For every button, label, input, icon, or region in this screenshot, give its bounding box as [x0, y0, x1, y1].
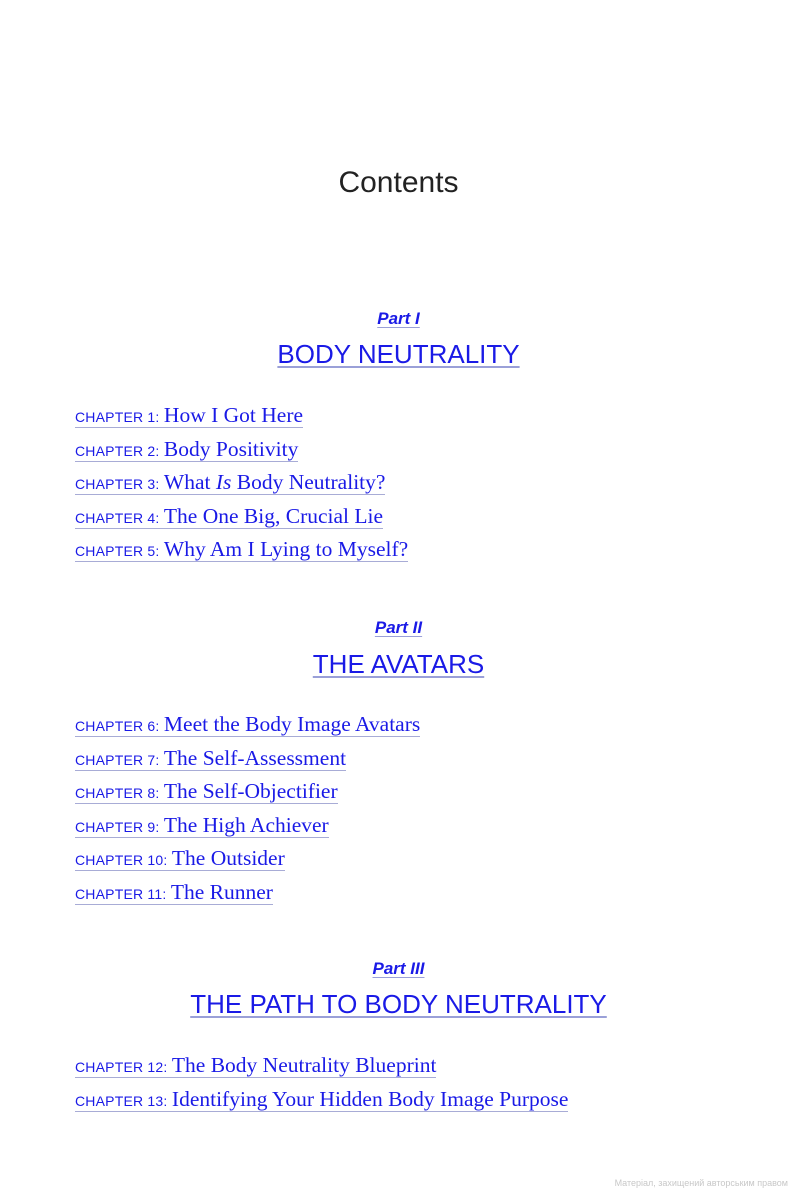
- chapter-link[interactable]: [75, 470, 386, 495]
- chapter-link[interactable]: [75, 537, 409, 562]
- chapter-link[interactable]: [75, 1086, 569, 1112]
- chapter-number: CHAPTER 6:: [75, 718, 160, 734]
- chapter-link[interactable]: [75, 436, 299, 462]
- page-title: Contents: [338, 166, 459, 199]
- chapter-title: [164, 537, 408, 561]
- chapter-item[interactable]: [75, 1084, 775, 1118]
- chapter-title: [164, 470, 386, 494]
- chapter-link[interactable]: [75, 1053, 437, 1078]
- chapter-item[interactable]: [75, 501, 775, 535]
- chapter-number: CHAPTER 7:: [75, 751, 160, 768]
- part-1-label-link[interactable]: Part I: [377, 309, 420, 328]
- chapter-item[interactable]: [75, 776, 775, 810]
- chapter-title-text: Meet the Body Image Avatars: [163, 712, 421, 736]
- chapter-title: [164, 813, 329, 837]
- chapter-link[interactable]: [75, 712, 421, 737]
- chapter-number: CHAPTER 10:: [75, 852, 168, 869]
- chapter-item[interactable]: [75, 877, 775, 911]
- part-3-title-link[interactable]: THE PATH TO BODY NEUTRALITY: [190, 989, 607, 1019]
- copyright-watermark: Матеріал, захищений авторським правом: [614, 1178, 788, 1188]
- part-3-label-link[interactable]: Part III: [372, 959, 425, 978]
- chapter-title: [164, 437, 298, 461]
- part-1-label: [0, 308, 797, 330]
- part-3-title: [0, 988, 797, 1020]
- chapter-title-text: Body Positivity: [163, 436, 299, 461]
- chapter-link[interactable]: [75, 503, 384, 529]
- chapter-title-emphasis: Is: [215, 470, 232, 495]
- chapter-title: [164, 712, 420, 736]
- chapter-title-text: The Outsider: [171, 846, 285, 871]
- chapter-title: [164, 504, 383, 528]
- chapter-title-text: The Self-Assessment: [163, 745, 347, 770]
- chapter-title-text-end: Body Neutrality?: [231, 470, 386, 495]
- chapter-title-text: The Self-Objectifier: [163, 779, 338, 804]
- chapter-item[interactable]: [75, 743, 775, 777]
- chapter-item[interactable]: [75, 843, 775, 877]
- part-1-title: [0, 338, 797, 370]
- chapter-title: [164, 403, 303, 427]
- chapter-title-text: How I Got Here: [163, 403, 304, 427]
- chapter-link[interactable]: [75, 812, 329, 838]
- chapter-title-text: The Runner: [170, 879, 273, 904]
- chapter-link[interactable]: [75, 879, 273, 905]
- chapter-number: CHAPTER 11:: [75, 885, 167, 902]
- part-1-title-link[interactable]: BODY NEUTRALITY: [277, 339, 520, 369]
- chapter-item[interactable]: [75, 434, 775, 468]
- chapter-item[interactable]: [75, 1050, 775, 1084]
- chapter-title: [172, 846, 285, 870]
- chapter-number: CHAPTER 4:: [75, 509, 160, 526]
- chapter-title-text: The Body Neutrality Blueprint: [171, 1053, 437, 1077]
- chapter-item[interactable]: [75, 810, 775, 844]
- chapter-number: CHAPTER 5:: [75, 543, 160, 560]
- part-2-title-link[interactable]: THE AVATARS: [312, 649, 485, 679]
- chapter-number: CHAPTER 3:: [75, 476, 160, 493]
- chapter-title: [172, 1087, 569, 1111]
- part-1-chapter-list: [75, 400, 775, 568]
- chapter-item[interactable]: [75, 400, 775, 434]
- part-2-label-link[interactable]: Part II: [374, 618, 423, 637]
- chapter-item[interactable]: [75, 709, 775, 743]
- part-2-chapter-list: [75, 709, 775, 911]
- chapter-item[interactable]: [75, 534, 775, 568]
- chapter-link[interactable]: [75, 745, 347, 771]
- chapter-item[interactable]: [75, 467, 775, 501]
- chapter-title: [164, 779, 338, 803]
- chapter-number: CHAPTER 2:: [75, 442, 160, 459]
- chapter-link[interactable]: [75, 779, 338, 804]
- chapter-title: [171, 880, 273, 904]
- chapter-link[interactable]: [75, 403, 304, 428]
- chapter-title-text: Why Am I Lying to Myself?: [163, 537, 409, 562]
- chapter-number: CHAPTER 13:: [75, 1092, 168, 1109]
- chapter-number: CHAPTER 9:: [75, 818, 160, 835]
- part-3-label: [0, 958, 797, 980]
- chapter-title-text: Identifying Your Hidden Body Image Purpose: [171, 1086, 569, 1111]
- part-2-label: [0, 617, 797, 639]
- chapter-number: CHAPTER 1:: [75, 409, 160, 425]
- chapter-title: [164, 746, 346, 770]
- part-3-chapter-list: [75, 1050, 775, 1117]
- chapter-title: [172, 1053, 437, 1077]
- chapter-title-text: The One Big, Crucial Lie: [163, 503, 384, 528]
- chapter-title-text: The High Achiever: [163, 812, 329, 837]
- chapter-number: CHAPTER 12:: [75, 1059, 168, 1075]
- chapter-number: CHAPTER 8:: [75, 785, 160, 802]
- chapter-title-text: What: [163, 470, 216, 495]
- part-2-title: [0, 648, 797, 680]
- chapter-link[interactable]: [75, 846, 285, 871]
